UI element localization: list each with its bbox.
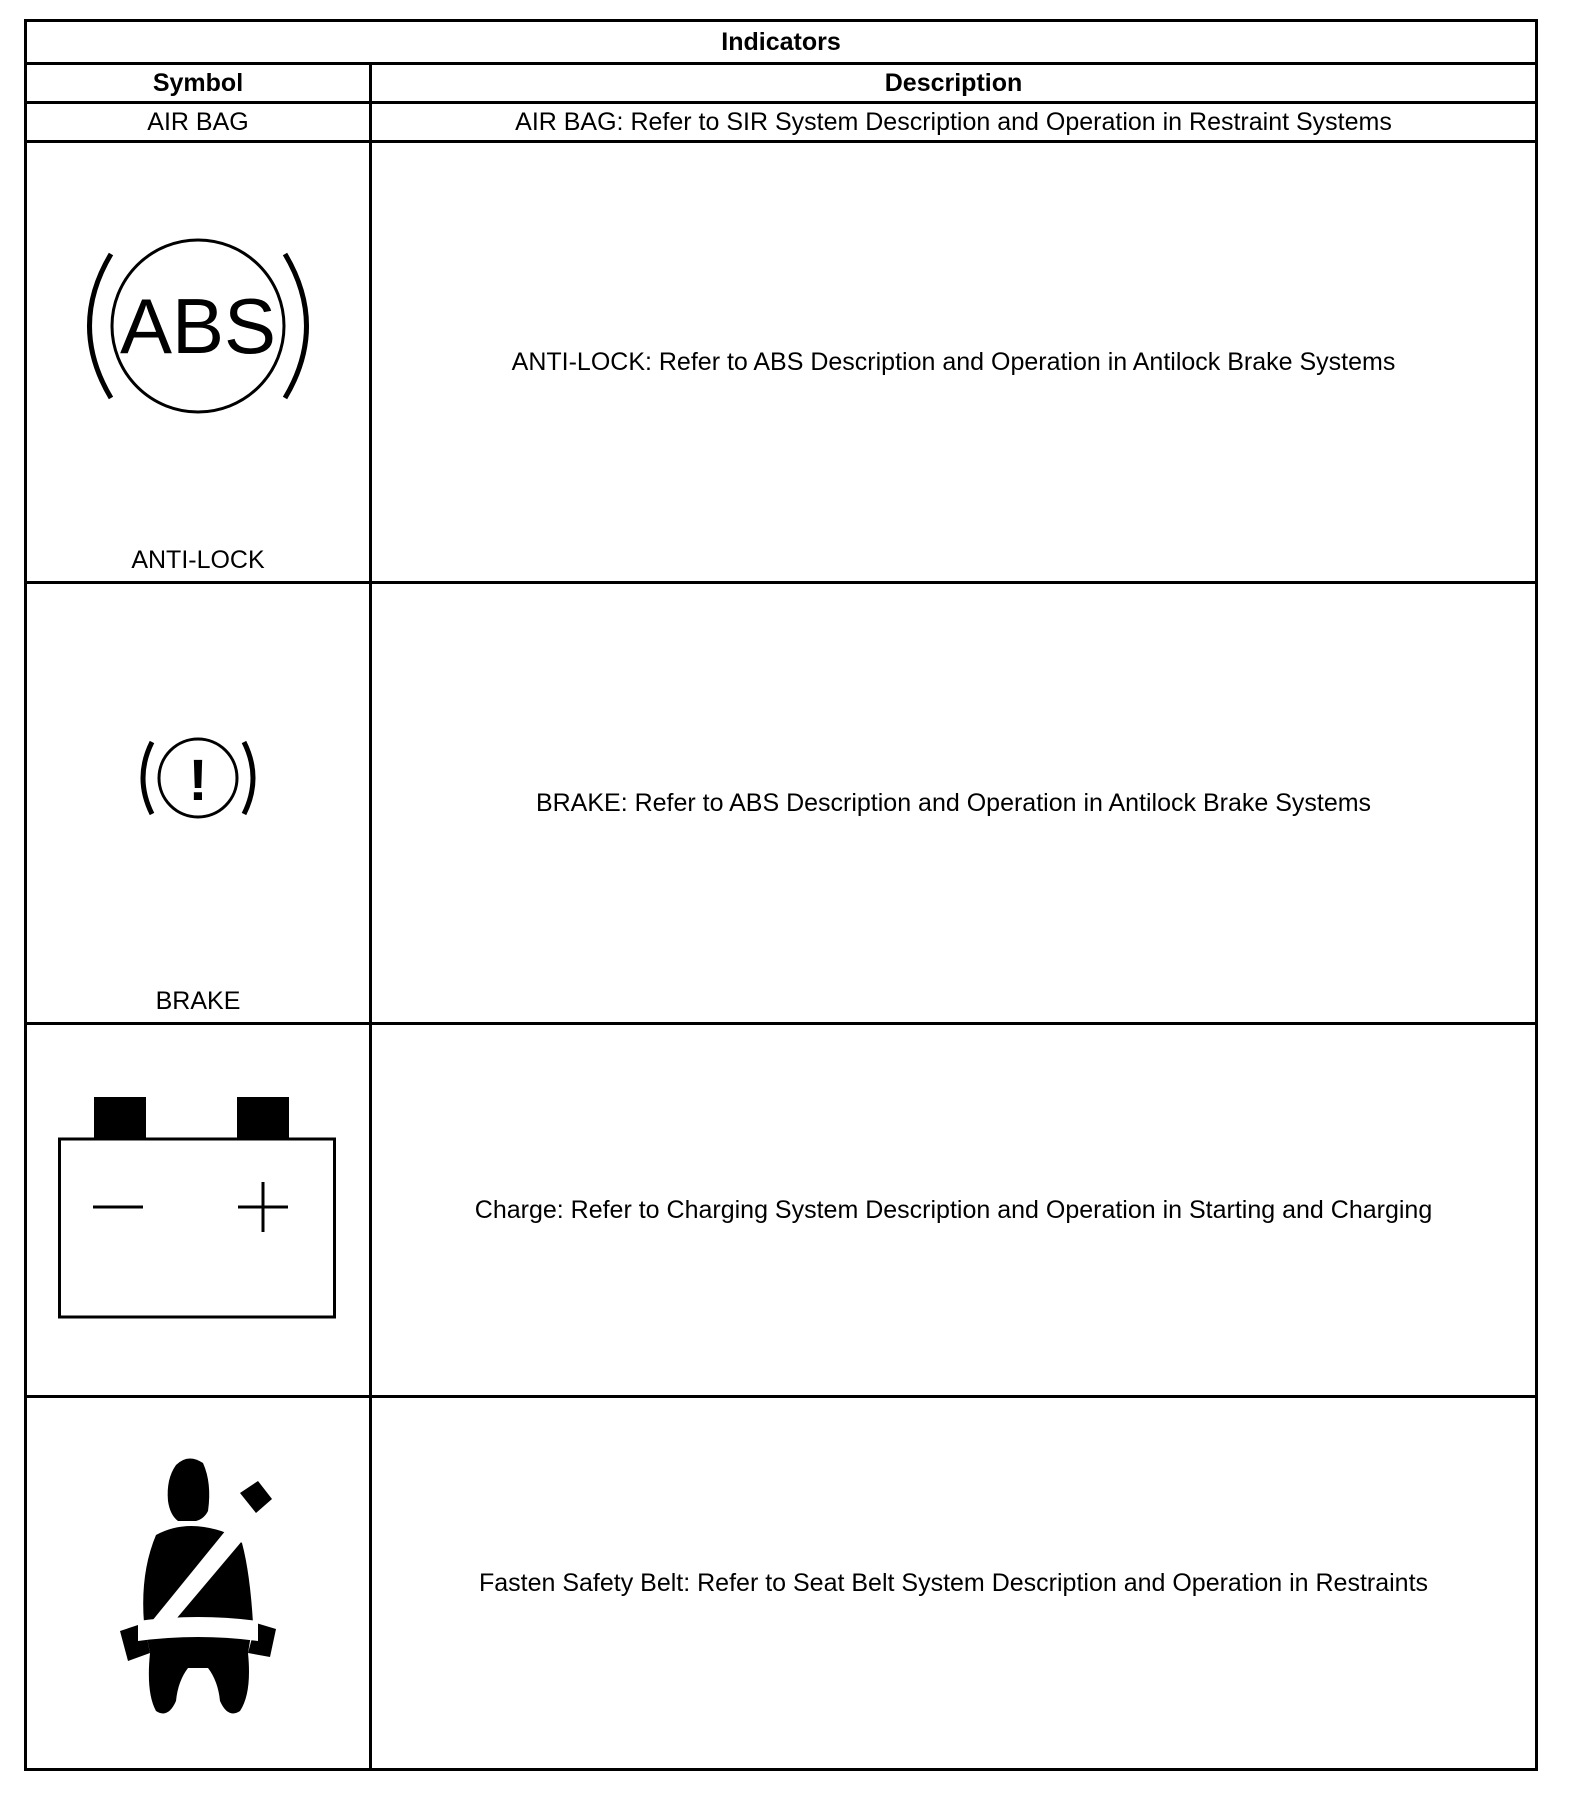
symbol-label: BRAKE (155, 987, 241, 1015)
brake-icon-text: ! (188, 748, 208, 813)
abs-icon-text: ABS (119, 282, 277, 370)
indicators-table (24, 19, 1538, 1771)
symbol-cell (26, 1397, 371, 1770)
description-cell: AIR BAG: Refer to SIR System Description and Operation in Restraint Systems (371, 103, 1537, 142)
brake-warning-icon (128, 734, 268, 824)
table-row (26, 142, 1537, 583)
table-row (26, 583, 1537, 1024)
table-row (26, 103, 1537, 142)
table-row (26, 1397, 1537, 1770)
seat-belt-icon (108, 1453, 288, 1733)
symbol-cell (26, 142, 371, 583)
symbol-cell (26, 1024, 371, 1397)
table-title: Indicators (26, 21, 1537, 64)
table-title-row (26, 21, 1537, 64)
table-header-row (26, 64, 1537, 103)
abs-warning-icon (78, 238, 318, 418)
table-row (26, 1024, 1537, 1397)
battery-charge-icon (58, 1097, 338, 1323)
symbol-cell: AIR BAG (26, 103, 371, 142)
description-cell: Charge: Refer to Charging System Description and Operation in Starting and Charging (371, 1024, 1537, 1397)
description-cell: Fasten Safety Belt: Refer to Seat Belt System Description and Operation in Restraints (371, 1397, 1537, 1770)
description-cell: ANTI-LOCK: Refer to ABS Description and Operation in Antilock Brake Systems (371, 142, 1537, 583)
symbol-cell (26, 583, 371, 1024)
symbol-column-header: Symbol (26, 64, 371, 103)
description-column-header: Description (371, 64, 1537, 103)
symbol-label: ANTI-LOCK (131, 546, 265, 574)
description-cell: BRAKE: Refer to ABS Description and Operation in Antilock Brake Systems (371, 583, 1537, 1024)
